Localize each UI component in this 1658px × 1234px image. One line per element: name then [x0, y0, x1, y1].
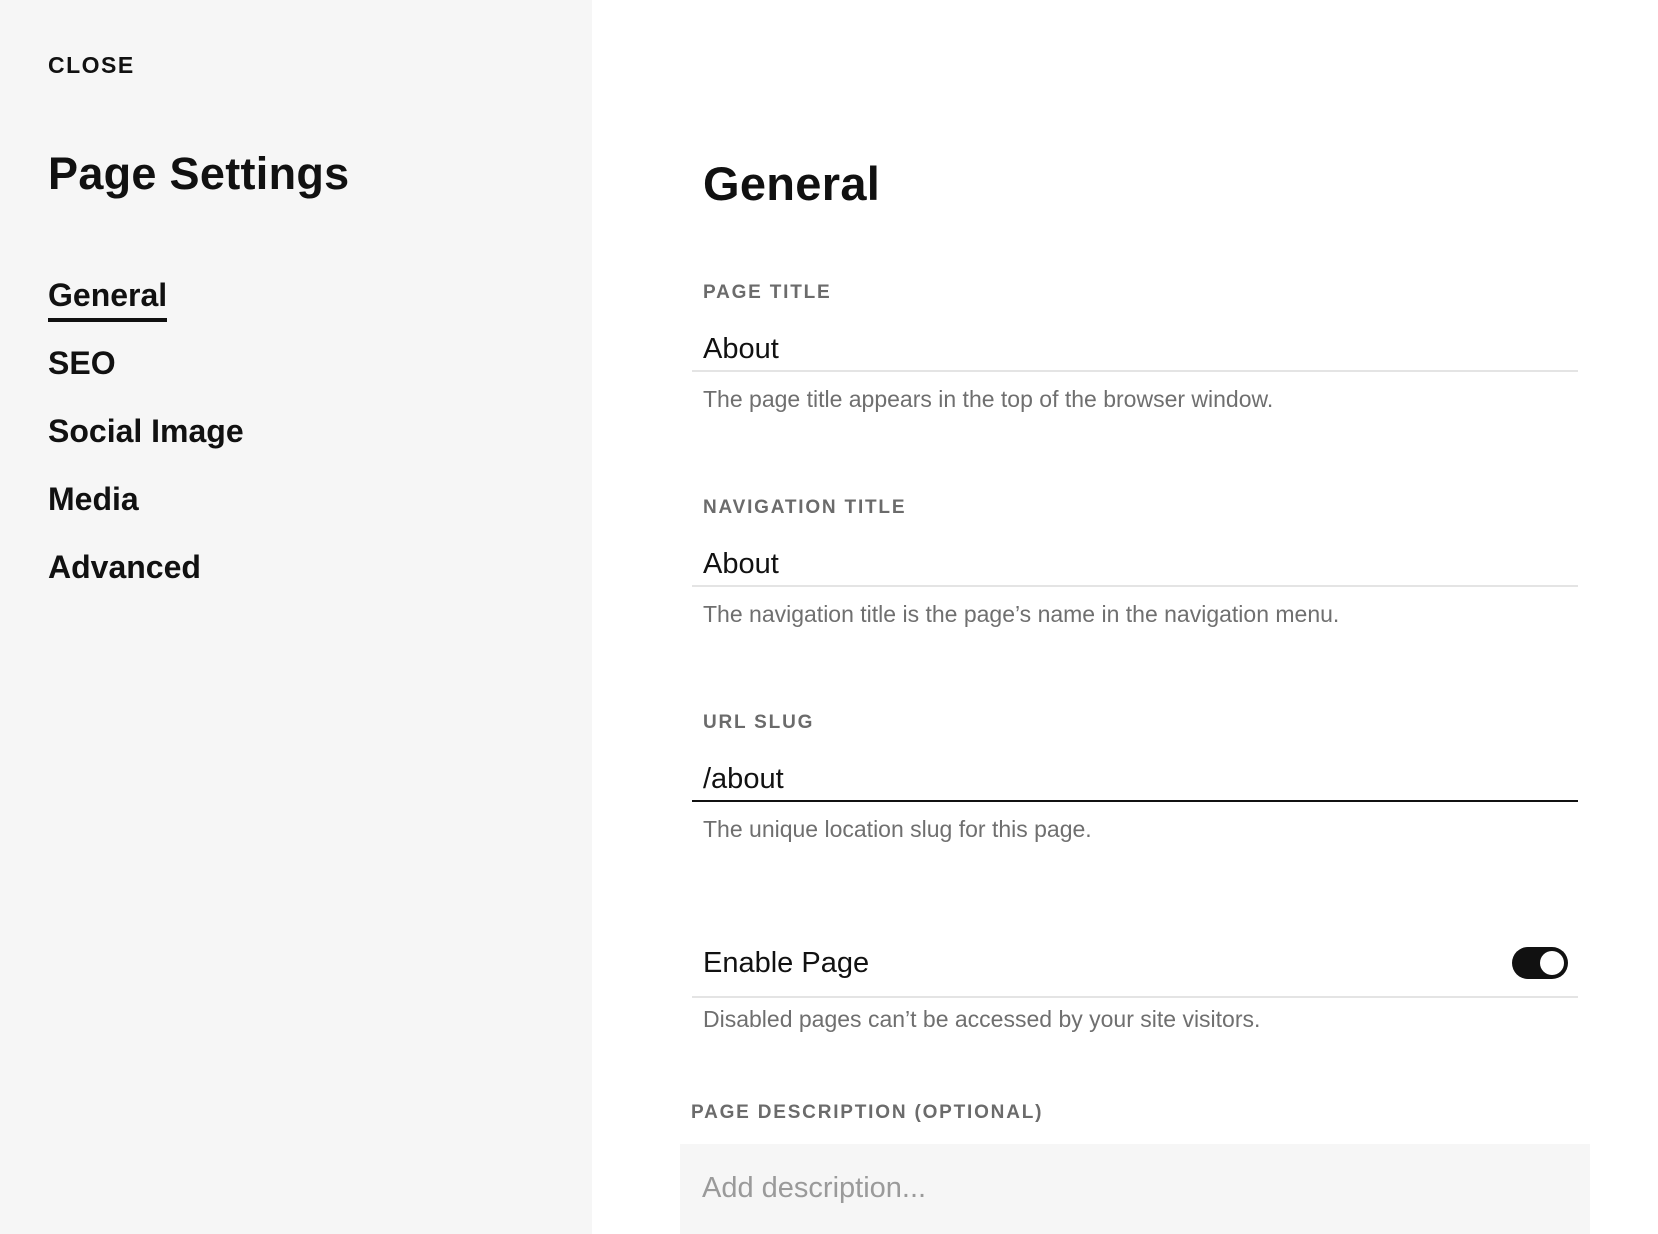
- sidebar-item-general[interactable]: [48, 274, 244, 342]
- page-description-input[interactable]: [680, 1144, 1590, 1234]
- sidebar-item-advanced[interactable]: [48, 546, 244, 614]
- sidebar-item-label: General: [48, 274, 167, 322]
- navigation-title-label: NAVIGATION TITLE: [703, 497, 907, 518]
- page-description-label: PAGE DESCRIPTION (OPTIONAL): [691, 1102, 1044, 1123]
- page-title-field: [692, 282, 1578, 413]
- sidebar-item-label: Social Image: [48, 413, 244, 449]
- sidebar: [0, 0, 592, 1234]
- sidebar-item-social-image[interactable]: [48, 410, 244, 478]
- navigation-title-field: [692, 497, 1578, 628]
- sidebar-title: Page Settings: [48, 148, 350, 199]
- url-slug-input[interactable]: [692, 758, 1578, 802]
- close-button[interactable]: CLOSE: [48, 52, 135, 78]
- toggle-knob: [1540, 951, 1564, 975]
- settings-panel: [592, 0, 1658, 1234]
- panel-title: General: [703, 157, 881, 210]
- sidebar-item-seo[interactable]: [48, 342, 244, 410]
- enable-page-label: Enable Page: [703, 946, 870, 979]
- page-title-help: The page title appears in the top of the browser window.: [703, 386, 1274, 412]
- page-title-input[interactable]: [692, 328, 1578, 372]
- sidebar-item-label: Media: [48, 481, 139, 517]
- navigation-title-input[interactable]: [692, 543, 1578, 587]
- enable-page-help: Disabled pages can’t be accessed by your site visitors.: [703, 1006, 1261, 1032]
- sidebar-nav: [48, 274, 244, 614]
- enable-page-toggle[interactable]: [1512, 947, 1568, 979]
- sidebar-item-media[interactable]: [48, 478, 244, 546]
- url-slug-label: URL SLUG: [703, 712, 815, 733]
- url-slug-help: The unique location slug for this page.: [703, 816, 1092, 842]
- enable-page-row: [692, 930, 1578, 998]
- navigation-title-help: The navigation title is the page’s name in the navigation menu.: [703, 601, 1340, 627]
- page-title-label: PAGE TITLE: [703, 282, 832, 303]
- sidebar-item-label: SEO: [48, 345, 116, 381]
- sidebar-item-label: Advanced: [48, 549, 201, 585]
- url-slug-field: [692, 712, 1578, 843]
